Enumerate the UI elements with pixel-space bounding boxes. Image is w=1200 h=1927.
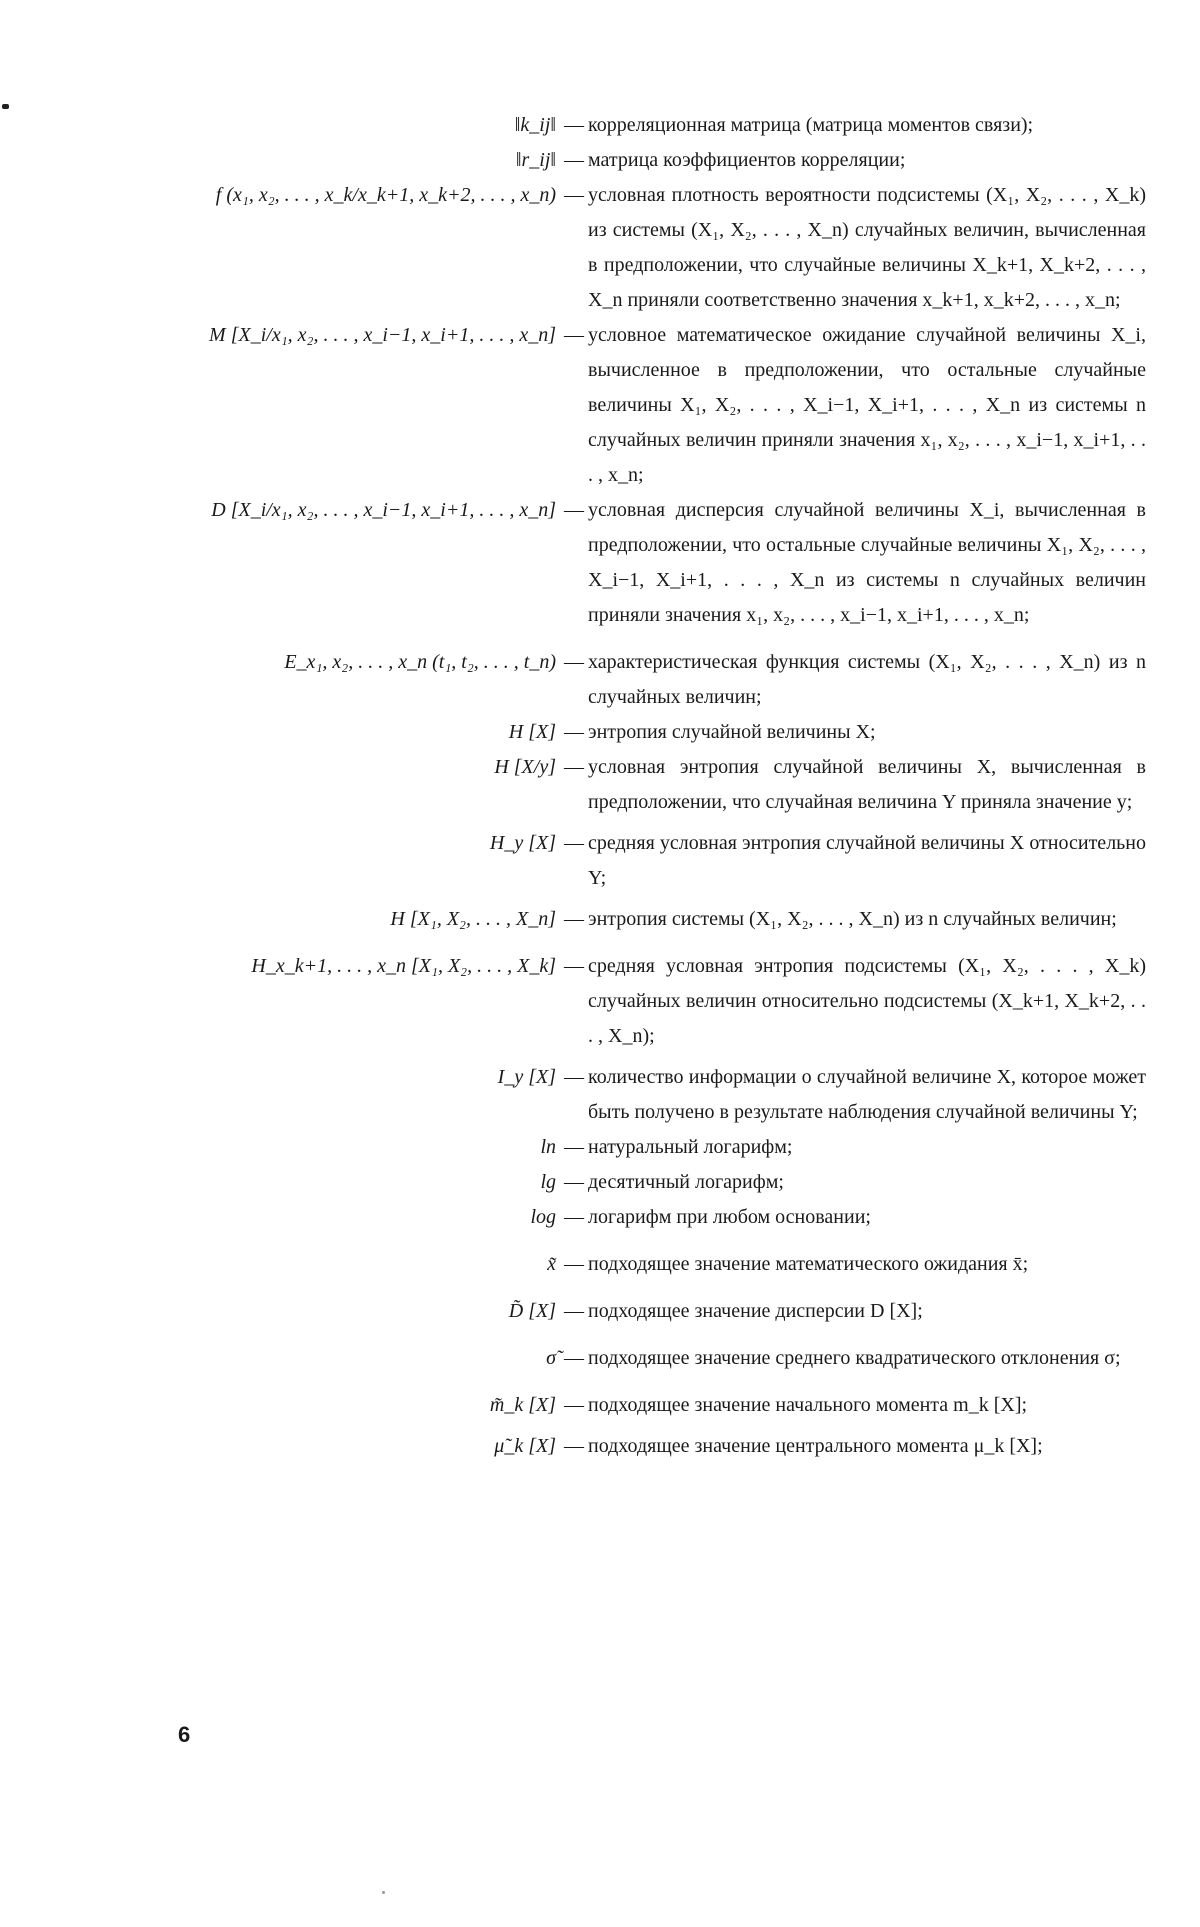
notation-description: подходящее значение математического ожидания x̄; [588,1253,1029,1275]
notation-entry [0,178,1200,318]
notation-symbol: H [X₁, X₂, . . . , X_n] [390,908,556,930]
notation-list [0,108,1200,1464]
notation-symbol: I_y [X] [497,1066,556,1088]
notation-symbol: x̃ [547,1253,556,1275]
notation-dash: — [564,1136,584,1158]
notation-entry [0,1341,1200,1376]
notation-symbol: lg [540,1171,556,1193]
notation-dash: — [564,955,584,977]
notation-description: энтропия случайной величины X; [588,721,876,743]
notation-entry [0,1429,1200,1464]
notation-dash: — [564,324,584,346]
notation-description: десятичный логарифм; [588,1171,784,1193]
notation-symbol: σ̃ [546,1347,556,1369]
notation-dash: — [564,499,584,521]
notation-symbol: H [X/y] [494,756,556,778]
notation-symbol: H [X] [508,721,556,743]
notation-dash: — [564,1253,584,1275]
notation-dash: — [564,832,584,854]
notation-entry [0,826,1200,896]
notation-symbol: ‖r_ij‖ [515,149,556,171]
notation-entry [0,318,1200,493]
notation-dash: — [564,1066,584,1088]
notation-symbol: H_x_k+1, . . . , x_n [X₁, X₂, . . . , X_k] [251,955,556,977]
notation-dash: — [564,756,584,778]
notation-description: условное математическое ожидание случайной величины X_i, вычисленное в предположении, что остальные случайные величины X₁, X₂, . . . , X_i−1, X_i+1, . . . , X_n из системы n случайных величин приняли значения x₁, x₂, . . . , x_i−1, x_i+1, . . . , x_n; [588,324,1146,486]
notation-dash: — [564,1206,584,1228]
notation-description: количество информации о случайной величине X, которое может быть получено в результате наблюдения случайной величины Y; [588,1066,1146,1123]
notation-dash: — [564,1394,584,1416]
notation-symbol: M [X_i/x₁, x₂, . . . , x_i−1, x_i+1, . . . , x_n] [209,324,556,346]
notation-entry [0,1130,1200,1165]
notation-symbol: ‖k_ij‖ [514,114,556,136]
notation-entry [0,949,1200,1054]
notation-entry [0,108,1200,143]
notation-entry [0,1294,1200,1329]
notation-symbol: f (x₁, x₂, . . . , x_k/x_k+1, x_k+2, . . . , x_n) [215,184,556,206]
notation-entry [0,750,1200,820]
notation-entry [0,1388,1200,1423]
notation-description: средняя условная энтропия случайной величины X относительно Y; [588,832,1146,889]
notation-dash: — [564,1347,584,1369]
notation-dash: — [564,184,584,206]
notation-dash: — [564,908,584,930]
notation-description: характеристическая функция системы (X₁, X₂, . . . , X_n) из n случайных величин; [588,651,1146,708]
notation-description: подходящее значение центрального момента μ_k [X]; [588,1435,1043,1457]
notation-symbol: D [X_i/x₁, x₂, . . . , x_i−1, x_i+1, . . . , x_n] [211,499,556,521]
notation-dash: — [564,721,584,743]
notation-symbol: E_x₁, x₂, . . . , x_n (t₁, t₂, . . . , t_n) [284,651,556,673]
notation-symbol: ln [540,1136,556,1158]
scan-speck [382,1891,385,1894]
notation-description: корреляционная матрица (матрица моментов связи); [588,114,1034,136]
notation-entry [0,645,1200,715]
notation-description: условная дисперсия случайной величины X_i, вычисленная в предположении, что остальные случайные величины X₁, X₂, . . . , X_i−1, X_i+1, . . . , X_n из системы n случайных величин приняли значения x₁, x₂, . . . , x_i−1, x_i+1, . . . , x_n; [588,499,1146,626]
notation-description: условная энтропия случайной величины X, вычисленная в предположении, что случайная величина Y приняла значение y; [588,756,1146,813]
notation-entry [0,493,1200,633]
notation-description: подходящее значение дисперсии D [X]; [588,1300,923,1322]
notation-dash: — [564,651,584,673]
notation-entry [0,715,1200,750]
notation-symbol: μ̃_k [X] [494,1435,556,1457]
notation-entry [0,1165,1200,1200]
notation-symbol: H_y [X] [489,832,556,854]
notation-symbol: m̃_k [X] [489,1394,556,1416]
notation-entry [0,902,1200,937]
notation-symbol: D̃ [X] [508,1300,556,1322]
notation-description: подходящее значение среднего квадратического отклонения σ; [588,1347,1121,1369]
notation-dash: — [564,149,584,171]
notation-description: энтропия системы (X₁, X₂, . . . , X_n) из n случайных величин; [588,908,1117,930]
notation-entry [0,143,1200,178]
notation-entry [0,1060,1200,1130]
notation-dash: — [564,1171,584,1193]
notation-description: средняя условная энтропия подсистемы (X₁, X₂, . . . , X_k) случайных величин относительно подсистемы (X_k+1, X_k+2, . . . , X_n); [588,955,1146,1047]
notation-description: натуральный логарифм; [588,1136,793,1158]
notation-entry [0,1200,1200,1235]
notation-description: матрица коэффициентов корреляции; [588,149,906,171]
notation-dash: — [564,1300,584,1322]
notation-description: условная плотность вероятности подсистемы (X₁, X₂, . . . , X_k) из системы (X₁, X₂, . . . , X_n) случайных величин, вычисленная в предположении, что случайные величины X_k+1, X_k+2, . . . , X_n приняли соответственно значения x_k+1, x_k+2, . . . , x_n; [588,184,1146,311]
notation-symbol: log [530,1206,556,1228]
notation-entry [0,1247,1200,1282]
notation-dash: — [564,114,584,136]
notation-description: логарифм при любом основании; [588,1206,871,1228]
notation-dash: — [564,1435,584,1457]
notation-description: подходящее значение начального момента m_k [X]; [588,1394,1028,1416]
page-number: 6 [178,1722,191,1747]
